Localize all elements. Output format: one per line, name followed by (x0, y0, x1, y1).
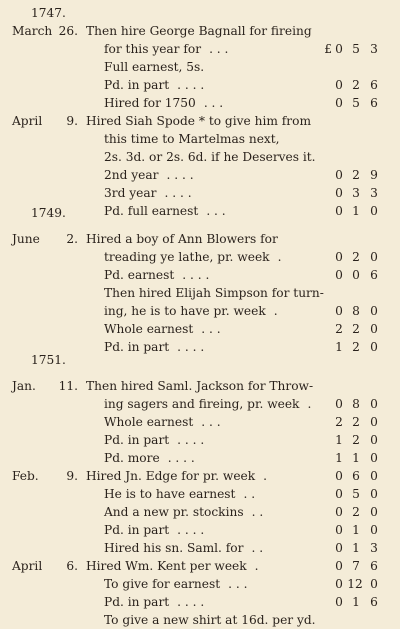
leader-dots: . (254, 559, 259, 573)
amount-shillings: 2 (352, 415, 360, 429)
amount-shillings: 2 (352, 505, 360, 519)
ledger-row (0, 248, 400, 266)
ledger-row (0, 338, 400, 356)
amount-pence: 6 (370, 78, 378, 92)
amount-pounds: 0 (335, 505, 343, 519)
entry-text: Whole earnest (104, 415, 194, 429)
leader-dots: . . (251, 505, 264, 519)
amount-pence: 0 (370, 577, 378, 591)
entry-month: March (12, 24, 53, 38)
amount-pounds: 0 (335, 595, 343, 609)
amount-pence: 0 (370, 397, 378, 411)
ledger-row (0, 431, 400, 449)
entry-text: To give a new shirt at 16d. per yd. (104, 613, 316, 627)
entry-text: To give for earnest (104, 577, 221, 591)
entry-text: Hired Wm. Kent per week (86, 559, 247, 573)
amount-shillings: 2 (352, 433, 360, 447)
amount-pounds: 1 (335, 433, 343, 447)
entry-month: Jan. (12, 379, 36, 393)
amount-pounds: 0 (335, 469, 343, 483)
ledger-row (0, 413, 400, 431)
entry-text: Pd. in part (104, 523, 170, 537)
amount-pounds: 0 (335, 541, 343, 555)
amount-pence: 0 (370, 250, 378, 264)
entry-text: He is to have earnest (104, 487, 236, 501)
amount-pounds: 0 (335, 487, 343, 501)
amount-pence: 6 (370, 96, 378, 110)
ledger-row (0, 148, 400, 166)
year-heading: 1747. (31, 6, 66, 20)
entry-text: Then hire George Bagnall for fireing (86, 24, 312, 38)
entry-text: Hired for 1750 (104, 96, 196, 110)
entry-day: 11. (58, 379, 78, 393)
amount-shillings: 2 (352, 322, 360, 336)
leader-dots: . . . . (177, 595, 205, 609)
entry-text: Whole earnest (104, 322, 194, 336)
amount-shillings: 2 (352, 340, 360, 354)
entry-text: Pd. in part (104, 595, 170, 609)
ledger-row (0, 166, 400, 184)
ledger-row (0, 40, 400, 58)
amount-pence: 0 (370, 322, 378, 336)
amount-pounds: 0 (335, 577, 343, 591)
leader-dots: . . . (209, 42, 229, 56)
amount-pounds: 0 (335, 397, 343, 411)
leader-dots: . (273, 304, 278, 318)
entry-day: 6. (66, 559, 78, 573)
amount-pence: 0 (370, 487, 378, 501)
amount-pence: 9 (370, 168, 378, 182)
leader-dots: . . . . (164, 186, 192, 200)
entry-day: 2. (66, 232, 78, 246)
amount-pence: 6 (370, 595, 378, 609)
entry-month: June (12, 232, 40, 246)
entry-text: ing sagers and fireing, pr. week (104, 397, 300, 411)
entry-text: Pd. more (104, 451, 160, 465)
ledger-row (0, 76, 400, 94)
amount-shillings: 1 (352, 451, 360, 465)
ledger-row (0, 377, 400, 395)
currency-symbol: £ (324, 42, 332, 56)
amount-pence: 0 (370, 451, 378, 465)
entry-text: Pd. earnest (104, 268, 175, 282)
leader-dots: . . . . (167, 451, 195, 465)
ledger-row (0, 593, 400, 611)
leader-dots: . (277, 250, 282, 264)
leader-dots: . . (243, 487, 256, 501)
amount-pence: 0 (370, 469, 378, 483)
leader-dots: . . . (203, 96, 224, 110)
amount-shillings: 1 (352, 595, 360, 609)
amount-shillings: 5 (352, 96, 360, 110)
amount-pounds: 0 (335, 204, 343, 218)
leader-dots: . . . . (177, 78, 205, 92)
year-heading: 1751. (31, 353, 66, 367)
entry-day: 9. (66, 114, 78, 128)
entry-text: this time to Martelmas next, (104, 132, 280, 146)
amount-pounds: 0 (335, 559, 343, 573)
ledger-row (0, 575, 400, 593)
ledger-row (0, 320, 400, 338)
entry-month: April (12, 559, 43, 573)
amount-pounds: 0 (335, 168, 343, 182)
amount-pounds: 0 (335, 523, 343, 537)
amount-shillings: 7 (352, 559, 360, 573)
amount-shillings: 2 (352, 78, 360, 92)
leader-dots: . . . (201, 415, 221, 429)
ledger-row (0, 539, 400, 557)
ledger-row (0, 202, 400, 220)
amount-pounds: 0 (335, 78, 343, 92)
amount-shillings: 6 (352, 469, 360, 483)
ledger-row (0, 230, 400, 248)
entry-day: 9. (66, 469, 78, 483)
amount-pence: 3 (370, 186, 378, 200)
amount-pounds: 0 (335, 186, 343, 200)
amount-shillings: 1 (352, 204, 360, 218)
leader-dots: . . . . (182, 268, 210, 282)
entry-text: ing, he is to have pr. week (104, 304, 266, 318)
leader-dots: . . . . (177, 433, 205, 447)
ledger-row (0, 184, 400, 202)
ledger-row (0, 521, 400, 539)
ledger-row (0, 611, 400, 629)
entry-text: 2nd year (104, 168, 159, 182)
entry-text: Full earnest, 5s. (104, 60, 205, 74)
year-heading: 1749. (31, 206, 66, 220)
ledger-row (0, 467, 400, 485)
amount-pence: 0 (370, 505, 378, 519)
ledger-row (0, 112, 400, 130)
leader-dots: . (263, 469, 268, 483)
ledger-row (0, 395, 400, 413)
amount-pounds: 2 (335, 415, 343, 429)
amount-pence: 0 (370, 340, 378, 354)
ledger-row (0, 266, 400, 284)
amount-pounds: 0 (335, 250, 343, 264)
amount-shillings: 1 (352, 523, 360, 537)
amount-pence: 6 (370, 268, 378, 282)
amount-pence: 0 (370, 304, 378, 318)
entry-text: Then hired Saml. Jackson for Throw- (86, 379, 314, 393)
amount-pounds: 0 (335, 42, 343, 56)
amount-pounds: 0 (335, 96, 343, 110)
ledger-row (0, 503, 400, 521)
amount-pence: 3 (370, 541, 378, 555)
amount-pence: 6 (370, 559, 378, 573)
entry-text: Then hired Elijah Simpson for turn- (104, 286, 324, 300)
amount-pence: 0 (370, 433, 378, 447)
entry-month: Feb. (12, 469, 39, 483)
leader-dots: . . . . (177, 340, 205, 354)
leader-dots: . (307, 397, 312, 411)
entry-text: 2s. 3d. or 2s. 6d. if he Deserves it. (104, 150, 316, 164)
ledger-row (0, 284, 400, 302)
entry-text: Hired his sn. Saml. for (104, 541, 244, 555)
amount-pounds: 0 (335, 268, 343, 282)
ledger-row (0, 58, 400, 76)
ledger-row (0, 22, 400, 40)
entry-text: for this year for (104, 42, 202, 56)
leader-dots: . . . (201, 322, 221, 336)
ledger-row (0, 485, 400, 503)
amount-shillings: 5 (352, 42, 360, 56)
entry-month: April (12, 114, 43, 128)
entry-text: treading ye lathe, pr. week (104, 250, 270, 264)
amount-shillings: 8 (352, 397, 360, 411)
entry-text: Hired a boy of Ann Blowers for (86, 232, 278, 246)
ledger-row (0, 557, 400, 575)
entry-text: Pd. in part (104, 433, 170, 447)
entry-text: Pd. in part (104, 340, 170, 354)
ledger-row (0, 130, 400, 148)
ledger-row (0, 94, 400, 112)
amount-pounds: 1 (335, 451, 343, 465)
amount-pence: 3 (370, 42, 378, 56)
amount-pounds: 0 (335, 304, 343, 318)
entry-text: And a new pr. stockins (104, 505, 244, 519)
leader-dots: . . . . (177, 523, 205, 537)
leader-dots: . . . (228, 577, 248, 591)
entry-text: Hired Jn. Edge for pr. week (86, 469, 256, 483)
amount-shillings: 8 (352, 304, 360, 318)
leader-dots: . . (251, 541, 264, 555)
amount-pounds: 1 (335, 340, 343, 354)
leader-dots: . . . (206, 204, 226, 218)
ledger-row (0, 302, 400, 320)
entry-text: Hired Siah Spode * to give him from (86, 114, 312, 128)
entry-text: Pd. in part (104, 78, 170, 92)
leader-dots: . . . . (166, 168, 194, 182)
amount-pounds: 2 (335, 322, 343, 336)
entry-day: 26. (58, 24, 78, 38)
ledger-row (0, 449, 400, 467)
amount-shillings: 12 (347, 577, 363, 591)
amount-shillings: 3 (352, 186, 360, 200)
amount-pence: 0 (370, 204, 378, 218)
amount-shillings: 2 (352, 250, 360, 264)
amount-shillings: 5 (352, 487, 360, 501)
amount-pence: 0 (370, 415, 378, 429)
entry-text: Pd. full earnest (104, 204, 199, 218)
entry-text: 3rd year (104, 186, 157, 200)
amount-shillings: 1 (352, 541, 360, 555)
amount-shillings: 2 (352, 168, 360, 182)
amount-pence: 0 (370, 523, 378, 537)
amount-shillings: 0 (352, 268, 360, 282)
